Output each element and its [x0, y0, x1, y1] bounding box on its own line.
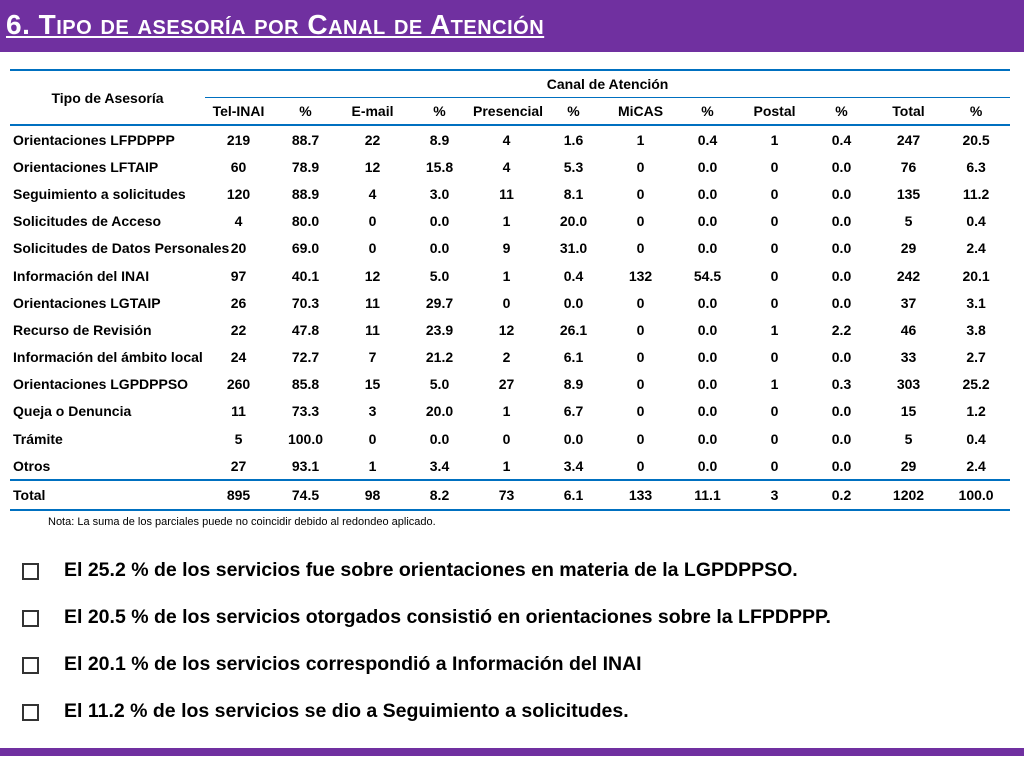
bullet-list — [22, 559, 1012, 747]
table-cell: 15 — [900, 403, 917, 420]
table-cell: 1 — [502, 403, 511, 420]
table-row — [10, 153, 1010, 180]
bullet-item — [22, 653, 1012, 700]
table-cell: 33 — [900, 349, 917, 366]
table-cell: 11 — [365, 294, 380, 311]
table-cell: 0 — [502, 430, 511, 447]
table-cell: 0.0 — [831, 240, 852, 257]
table-cell: 0 — [636, 430, 645, 447]
table-cell: 0 — [368, 213, 377, 230]
table-cell: 0 — [502, 294, 511, 311]
table-cell: 0.4 — [563, 267, 584, 284]
table-cell: 242 — [896, 267, 921, 284]
table-cell: 0.0 — [429, 240, 450, 257]
table-cell: 0.0 — [831, 457, 852, 474]
table-cell: 0.4 — [831, 131, 852, 148]
table-cell: 132 — [628, 267, 653, 284]
table-cell: 219 — [226, 131, 251, 148]
table-cell: 1 — [502, 267, 511, 284]
table-cell: 0.4 — [966, 430, 986, 447]
table-cell: 0 — [368, 240, 377, 257]
table-cell: 78.9 — [291, 158, 320, 175]
bullet-item — [22, 700, 1012, 747]
total-row — [10, 480, 1010, 509]
row-label: Queja o Denuncia — [13, 403, 132, 420]
table-cell: 0.2 — [808, 480, 875, 509]
table-cell: 11.1 — [674, 480, 741, 509]
table-cell: 0 — [770, 349, 779, 366]
table-cell: 0.0 — [429, 430, 450, 447]
table-cell: 1.2 — [966, 403, 986, 420]
table-cell: 27 — [498, 376, 515, 393]
table-cell: 5 — [234, 430, 243, 447]
table-cell: 0.0 — [697, 158, 718, 175]
table-cell: 0.0 — [831, 349, 852, 366]
column-header: % — [808, 98, 875, 126]
table-cell: 5 — [904, 213, 913, 230]
table-cell: 15.8 — [425, 158, 454, 175]
table-cell: 0 — [770, 185, 779, 202]
table-cell: 29 — [900, 240, 917, 257]
table-cell: 6.1 — [540, 480, 607, 509]
row-label: Orientaciones LFPDPPP — [13, 131, 175, 148]
table-cell: 22 — [364, 131, 381, 148]
table-cell: 5 — [904, 430, 913, 447]
table-row — [10, 208, 1010, 235]
table-cell: 93.1 — [291, 457, 320, 474]
table-cell: 20.0 — [559, 213, 588, 230]
table-cell: 26.1 — [559, 321, 588, 338]
table-cell: 0 — [770, 213, 779, 230]
table-row — [10, 316, 1010, 343]
table-cell: 0 — [636, 403, 645, 420]
column-header: % — [406, 98, 473, 126]
table-cell: 72.7 — [291, 349, 320, 366]
table-cell: 0 — [636, 349, 645, 366]
table-cell: 3.4 — [563, 457, 584, 474]
table-cell: 4 — [368, 185, 377, 202]
bullet-text: El 25.2 % de los servicios fue sobre orientaciones en materia de la LGPDPPSO. — [64, 559, 798, 581]
page-title: 6. Tipo de asesoría por Canal de Atención — [6, 9, 545, 40]
table-cell: 1 — [502, 213, 511, 230]
table-cell: 0.0 — [697, 457, 718, 474]
row-label: Información del ámbito local — [13, 349, 203, 366]
table-cell: 0.0 — [831, 294, 852, 311]
row-header: Tipo de Asesoría — [10, 70, 205, 125]
row-label: Otros — [13, 457, 51, 474]
table-cell: 23.9 — [425, 321, 454, 338]
table-cell: 98 — [339, 480, 406, 509]
table-cell: 135 — [896, 185, 921, 202]
table-cell: 74.5 — [272, 480, 339, 509]
table-cell: 1 — [368, 457, 377, 474]
table-cell: 0.0 — [697, 430, 718, 447]
row-label: Trámite — [13, 430, 63, 447]
table-row — [10, 262, 1010, 289]
table-cell: 0 — [770, 430, 779, 447]
table-row — [10, 235, 1010, 262]
table-cell: 3 — [368, 403, 377, 420]
table-cell: 100.0 — [287, 430, 324, 447]
column-header: Tel-INAI — [205, 98, 272, 126]
table-cell: 0.0 — [697, 376, 718, 393]
table-cell: 8.9 — [429, 131, 450, 148]
table-cell: 11.2 — [962, 185, 990, 202]
table-row — [10, 180, 1010, 207]
table-cell: 8.2 — [406, 480, 473, 509]
table-cell: 0 — [770, 158, 779, 175]
table-cell: 40.1 — [291, 267, 320, 284]
table-cell: 21.2 — [425, 349, 454, 366]
checkbox-bullet-icon — [22, 704, 39, 721]
data-table — [10, 69, 1010, 511]
table-cell: 22 — [230, 321, 247, 338]
table-cell: 2.7 — [966, 349, 986, 366]
table-cell: 29 — [900, 457, 917, 474]
table-cell: 0 — [770, 294, 779, 311]
table-cell: 303 — [896, 376, 921, 393]
table-cell: 27 — [230, 457, 247, 474]
table-cell: 6.3 — [966, 158, 986, 175]
table-row — [10, 371, 1010, 398]
bullet-item — [22, 606, 1012, 653]
table-cell: 88.7 — [291, 131, 320, 148]
table-cell: 0.0 — [831, 185, 852, 202]
table-cell: 2.4 — [966, 457, 986, 474]
table-cell: 54.5 — [693, 267, 722, 284]
table-row — [10, 125, 1010, 153]
table-cell: 1 — [502, 457, 511, 474]
table-cell: 0 — [636, 240, 645, 257]
table-cell: 0.0 — [697, 349, 718, 366]
checkbox-bullet-icon — [22, 563, 39, 580]
table-cell: 0.0 — [563, 294, 584, 311]
table-cell: 9 — [502, 240, 511, 257]
table-cell: 0.0 — [697, 294, 718, 311]
table-cell: 47.8 — [291, 321, 320, 338]
checkbox-bullet-icon — [22, 657, 39, 674]
table-cell: 0 — [636, 158, 645, 175]
table-cell: 133 — [607, 480, 674, 509]
table-cell: 0.4 — [697, 131, 718, 148]
bullet-item — [22, 559, 1012, 606]
table-row — [10, 452, 1010, 480]
bullet-text: El 20.1 % de los servicios correspondió a Información del INAI — [64, 653, 642, 675]
row-label: Total — [10, 480, 205, 509]
table-cell: 8.1 — [563, 185, 584, 202]
table-cell: 24 — [230, 349, 247, 366]
table-cell: 0.0 — [697, 240, 718, 257]
table-cell: 88.9 — [291, 185, 320, 202]
table-body — [10, 125, 1010, 510]
table-cell: 0.4 — [966, 213, 986, 230]
table-cell: 11 — [365, 321, 380, 338]
table-cell: 4 — [234, 213, 243, 230]
table-row — [10, 289, 1010, 316]
table-cell: 20.1 — [962, 267, 990, 284]
column-header: E-mail — [339, 98, 406, 126]
table-cell: 7 — [368, 349, 377, 366]
column-header: % — [540, 98, 607, 126]
table-cell: 0 — [636, 185, 645, 202]
table-cell: 60 — [230, 158, 247, 175]
table-cell: 0.0 — [429, 213, 450, 230]
table-cell: 0 — [636, 213, 645, 230]
table-row — [10, 398, 1010, 425]
table-row — [10, 344, 1010, 371]
table-cell: 3.8 — [966, 321, 986, 338]
row-label: Recurso de Revisión — [13, 321, 152, 338]
row-label: Orientaciones LFTAIP — [13, 158, 159, 175]
column-header: Total — [875, 98, 942, 126]
table-row — [10, 425, 1010, 452]
table-cell: 1 — [770, 376, 779, 393]
table-cell: 895 — [205, 480, 272, 509]
table-cell: 1 — [770, 131, 779, 148]
table-cell: 29.7 — [425, 294, 454, 311]
table-cell: 25.2 — [962, 376, 990, 393]
table-cell: 0 — [636, 457, 645, 474]
column-header: Postal — [741, 98, 808, 126]
table-cell: 70.3 — [291, 294, 320, 311]
table-cell: 0 — [368, 430, 377, 447]
table-cell: 73 — [473, 480, 540, 509]
table-cell: 2 — [502, 349, 511, 366]
row-label: Orientaciones LGPDPPSO — [13, 376, 189, 393]
column-header: % — [272, 98, 339, 126]
table-cell: 0.0 — [697, 321, 718, 338]
table-cell: 0.0 — [831, 213, 852, 230]
table-cell: 0.0 — [697, 213, 718, 230]
table-cell: 69.0 — [291, 240, 320, 257]
table-cell: 12 — [498, 321, 515, 338]
row-label: Solicitudes de Datos Personales — [13, 240, 230, 257]
table-cell: 12 — [364, 267, 381, 284]
row-label: Orientaciones LGTAIP — [13, 294, 161, 311]
table-cell: 0 — [636, 376, 645, 393]
row-label: Información del INAI — [13, 267, 150, 284]
table-cell: 85.8 — [291, 376, 320, 393]
table-cell: 20.5 — [962, 131, 990, 148]
table-cell: 247 — [896, 131, 921, 148]
table-cell: 0 — [770, 457, 779, 474]
table-cell: 73.3 — [291, 403, 320, 420]
table-cell: 0.0 — [831, 158, 852, 175]
table-cell: 1 — [636, 131, 645, 148]
table-cell: 15 — [364, 376, 381, 393]
group-header: Canal de Atención — [205, 70, 1010, 98]
table-cell: 0.3 — [831, 376, 852, 393]
bullet-text: El 11.2 % de los servicios se dio a Seguimiento a solicitudes. — [64, 700, 629, 722]
table-cell: 0.0 — [697, 403, 718, 420]
table-cell: 20 — [230, 240, 247, 257]
table-cell: 0 — [770, 240, 779, 257]
table-cell: 3 — [741, 480, 808, 509]
row-label: Solicitudes de Acceso — [13, 213, 162, 230]
table-cell: 4 — [502, 131, 511, 148]
table-cell: 3.0 — [429, 185, 450, 202]
row-label: Seguimiento a solicitudes — [13, 185, 186, 202]
table-cell: 31.0 — [559, 240, 588, 257]
table-cell: 46 — [900, 321, 917, 338]
table-cell: 100.0 — [942, 480, 1010, 509]
table-cell: 1 — [770, 321, 779, 338]
table-cell: 6.7 — [563, 403, 584, 420]
table-container — [10, 69, 1010, 511]
table-cell: 260 — [226, 376, 251, 393]
table-cell: 3.1 — [966, 294, 986, 311]
table-cell: 4 — [502, 158, 511, 175]
table-cell: 5.0 — [429, 267, 450, 284]
table-cell: 0 — [636, 321, 645, 338]
table-cell: 11 — [499, 185, 514, 202]
column-header: % — [942, 98, 1010, 126]
table-cell: 2.4 — [966, 240, 986, 257]
table-cell: 12 — [364, 158, 381, 175]
table-cell: 5.3 — [563, 158, 584, 175]
table-cell: 80.0 — [291, 213, 320, 230]
column-header: Presencial — [473, 98, 540, 126]
table-cell: 0.0 — [831, 267, 852, 284]
table-cell: 0 — [636, 294, 645, 311]
table-cell: 0 — [770, 403, 779, 420]
table-cell: 1202 — [875, 480, 942, 509]
table-cell: 8.9 — [563, 376, 584, 393]
table-cell: 0 — [770, 267, 779, 284]
title-bar — [0, 0, 1024, 52]
table-cell: 0.0 — [831, 403, 852, 420]
table-cell: 20.0 — [425, 403, 454, 420]
bullet-text: El 20.5 % de los servicios otorgados consistió en orientaciones sobre la LFPDPPP. — [64, 606, 831, 628]
table-cell: 76 — [900, 158, 917, 175]
table-cell: 3.4 — [429, 457, 450, 474]
table-cell: 2.2 — [831, 321, 852, 338]
table-cell: 120 — [226, 185, 251, 202]
table-cell: 0.0 — [831, 430, 852, 447]
table-cell: 1.6 — [563, 131, 584, 148]
table-cell: 0.0 — [697, 185, 718, 202]
table-cell: 5.0 — [429, 376, 450, 393]
table-cell: 97 — [230, 267, 247, 284]
table-cell: 26 — [230, 294, 247, 311]
column-header: MiCAS — [607, 98, 674, 126]
bottom-bar — [0, 748, 1024, 756]
table-cell: 0.0 — [563, 430, 584, 447]
table-cell: 11 — [231, 403, 246, 420]
table-cell: 6.1 — [563, 349, 584, 366]
table-cell: 37 — [900, 294, 917, 311]
footnote: Nota: La suma de los parciales puede no coincidir debido al redondeo aplicado. — [48, 516, 436, 528]
checkbox-bullet-icon — [22, 610, 39, 627]
column-header: % — [674, 98, 741, 126]
